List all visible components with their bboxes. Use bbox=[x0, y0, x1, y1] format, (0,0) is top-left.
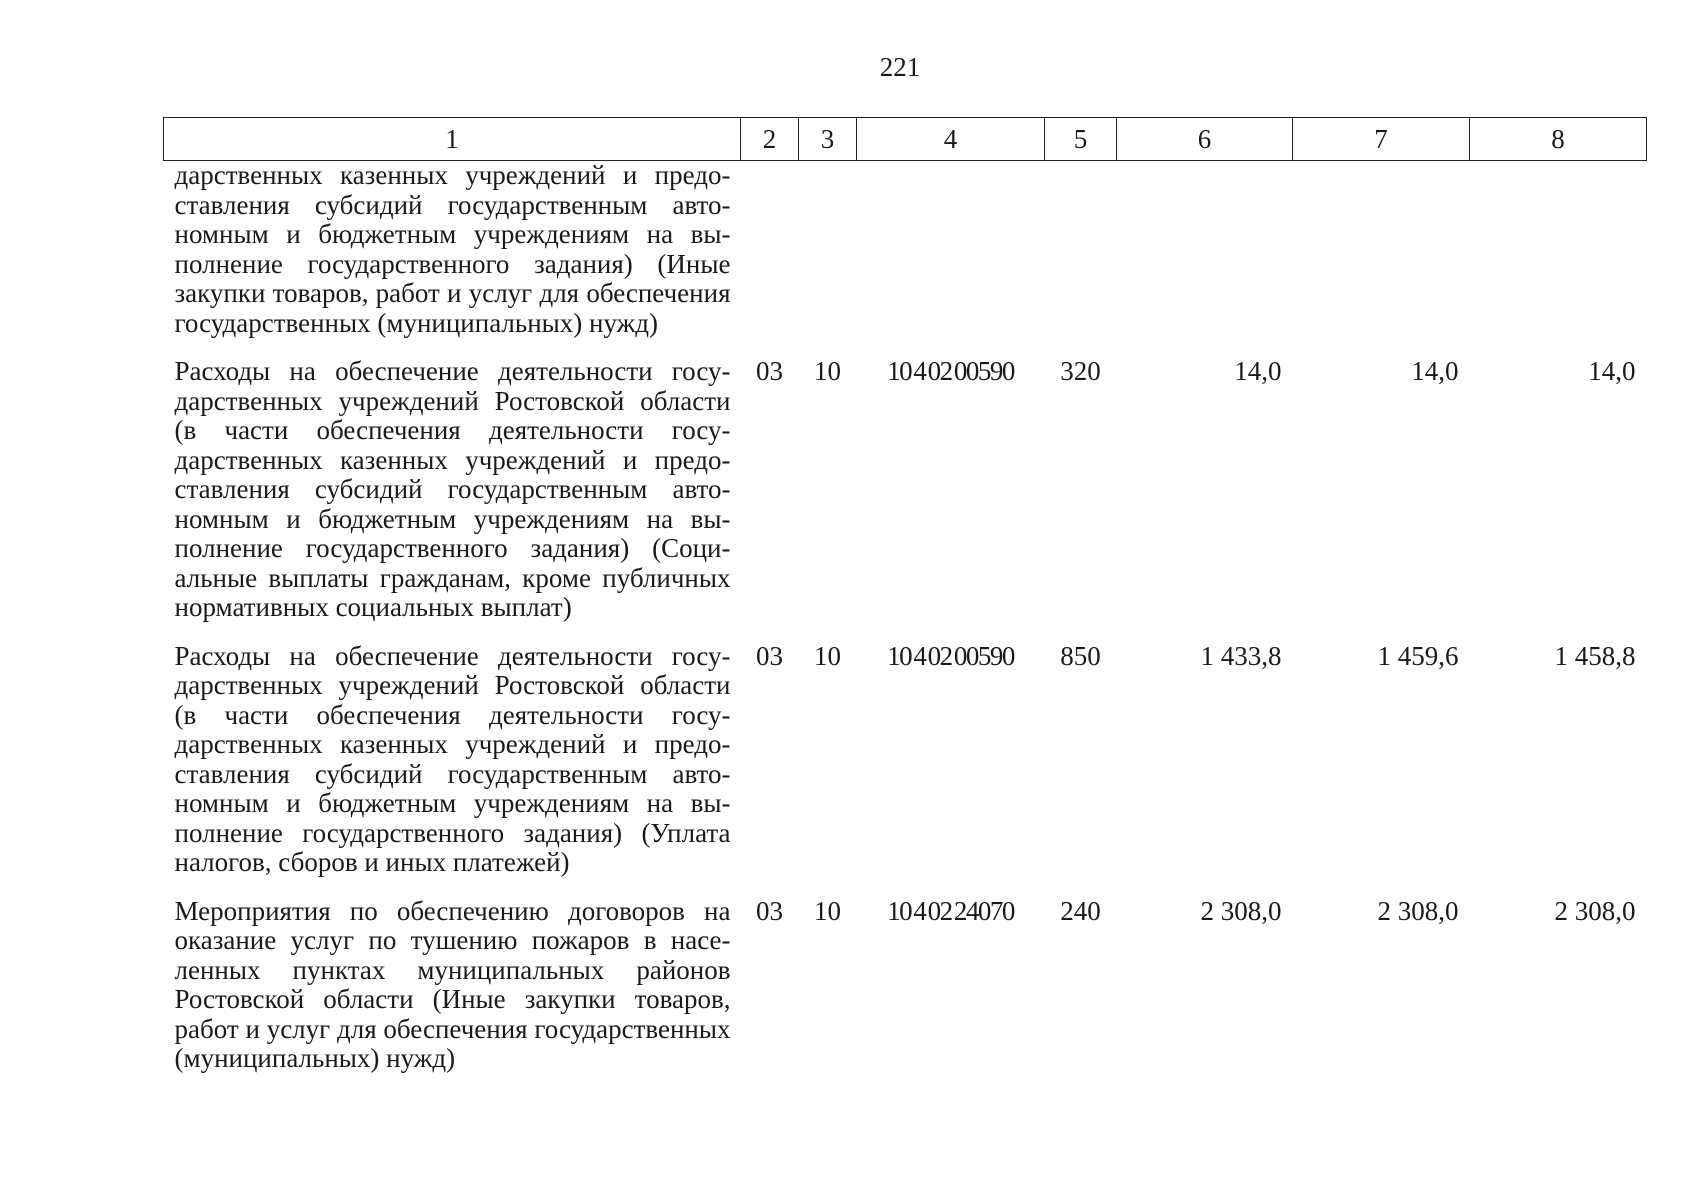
column-header-5: 5 bbox=[1045, 118, 1117, 161]
row-amount-year-2: 14,0 bbox=[1411, 356, 1459, 386]
row-amount-year-3: 2 308,0 bbox=[1554, 895, 1636, 926]
row-description: дарственных казенных учреждений и предоставления субсидий государственным автономным и бюджетным учреждениям на выполнение государственного задания) (Иные закупки товаров, работ и услуг для обеспечения государственных (муниципальных) нужд) bbox=[174, 160, 731, 338]
table-body bbox=[164, 161, 1647, 1074]
table-row bbox=[164, 357, 1647, 642]
row-expense-type: 240 bbox=[1060, 895, 1101, 926]
row-subsection-code bbox=[799, 161, 857, 358]
row-subsection-code: 10 bbox=[814, 356, 841, 386]
row-amount-year-3: 1 458,8 bbox=[1554, 640, 1636, 671]
row-target-article: 10 4 02 24070 bbox=[887, 895, 1014, 926]
row-amount-year-2 bbox=[1293, 161, 1470, 358]
header-row bbox=[164, 118, 1647, 161]
row-target-article bbox=[857, 161, 1045, 358]
row-section-code bbox=[741, 161, 799, 358]
row-description: Мероприятия по обеспечению договоров на оказание услуг по тушению пожаров в населенных пунктах муниципальных районов Ростовской области (Иные закупки товаров, работ и услуг для обеспечения государственных (муниципальных) нужд) bbox=[174, 895, 731, 1073]
row-amount-year-3: 14,0 bbox=[1588, 356, 1636, 386]
budget-table bbox=[163, 117, 1647, 1074]
table-row bbox=[164, 161, 1647, 358]
row-expense-type: 850 bbox=[1060, 640, 1101, 671]
row-subsection-code: 10 bbox=[814, 640, 841, 671]
row-amount-year-2: 2 308,0 bbox=[1377, 895, 1459, 926]
row-amount-year-1: 1 433,8 bbox=[1200, 640, 1282, 671]
row-amount-year-1: 14,0 bbox=[1234, 356, 1282, 386]
row-expense-type bbox=[1045, 161, 1117, 358]
row-amount-year-2: 1 459,6 bbox=[1377, 640, 1459, 671]
row-expense-type: 320 bbox=[1060, 356, 1101, 386]
column-header-7: 7 bbox=[1293, 118, 1470, 161]
table-header bbox=[164, 118, 1647, 161]
page-number: 221 bbox=[879, 52, 921, 82]
column-header-6: 6 bbox=[1117, 118, 1293, 161]
column-header-1: 1 bbox=[164, 118, 741, 161]
column-header-8: 8 bbox=[1470, 118, 1647, 161]
row-amount-year-3 bbox=[1470, 161, 1647, 358]
row-target-article: 10 4 02 00590 bbox=[887, 356, 1014, 386]
table-row bbox=[164, 897, 1647, 1074]
row-description: Расходы на обеспечение деятельности государственных учреждений Ростовской области (в части обеспечения деятельности государственных казенных учреждений и предоставления субсидий государственным автономным и бюджетным учреждениям на выполнение государственного задания) (Социальные выплаты гражданам, кроме публичных нормативных социальных выплат) bbox=[174, 356, 731, 622]
column-header-4: 4 bbox=[857, 118, 1045, 161]
column-header-3: 3 bbox=[799, 118, 857, 161]
row-section-code: 03 bbox=[756, 640, 783, 671]
row-subsection-code: 10 bbox=[814, 895, 841, 926]
row-description: Расходы на обеспечение деятельности государственных учреждений Ростовской области (в части обеспечения деятельности государственных казенных учреждений и предоставления субсидий государственным автономным и бюджетным учреждениям на выполнение государственного задания) (Уплата налогов, сборов и иных платежей) bbox=[174, 640, 731, 877]
table-row bbox=[164, 642, 1647, 897]
column-header-2: 2 bbox=[741, 118, 799, 161]
row-amount-year-1 bbox=[1117, 161, 1293, 358]
row-section-code: 03 bbox=[756, 356, 783, 386]
row-section-code: 03 bbox=[756, 895, 783, 926]
row-amount-year-1: 2 308,0 bbox=[1200, 895, 1282, 926]
row-target-article: 10 4 02 00590 bbox=[887, 640, 1014, 671]
